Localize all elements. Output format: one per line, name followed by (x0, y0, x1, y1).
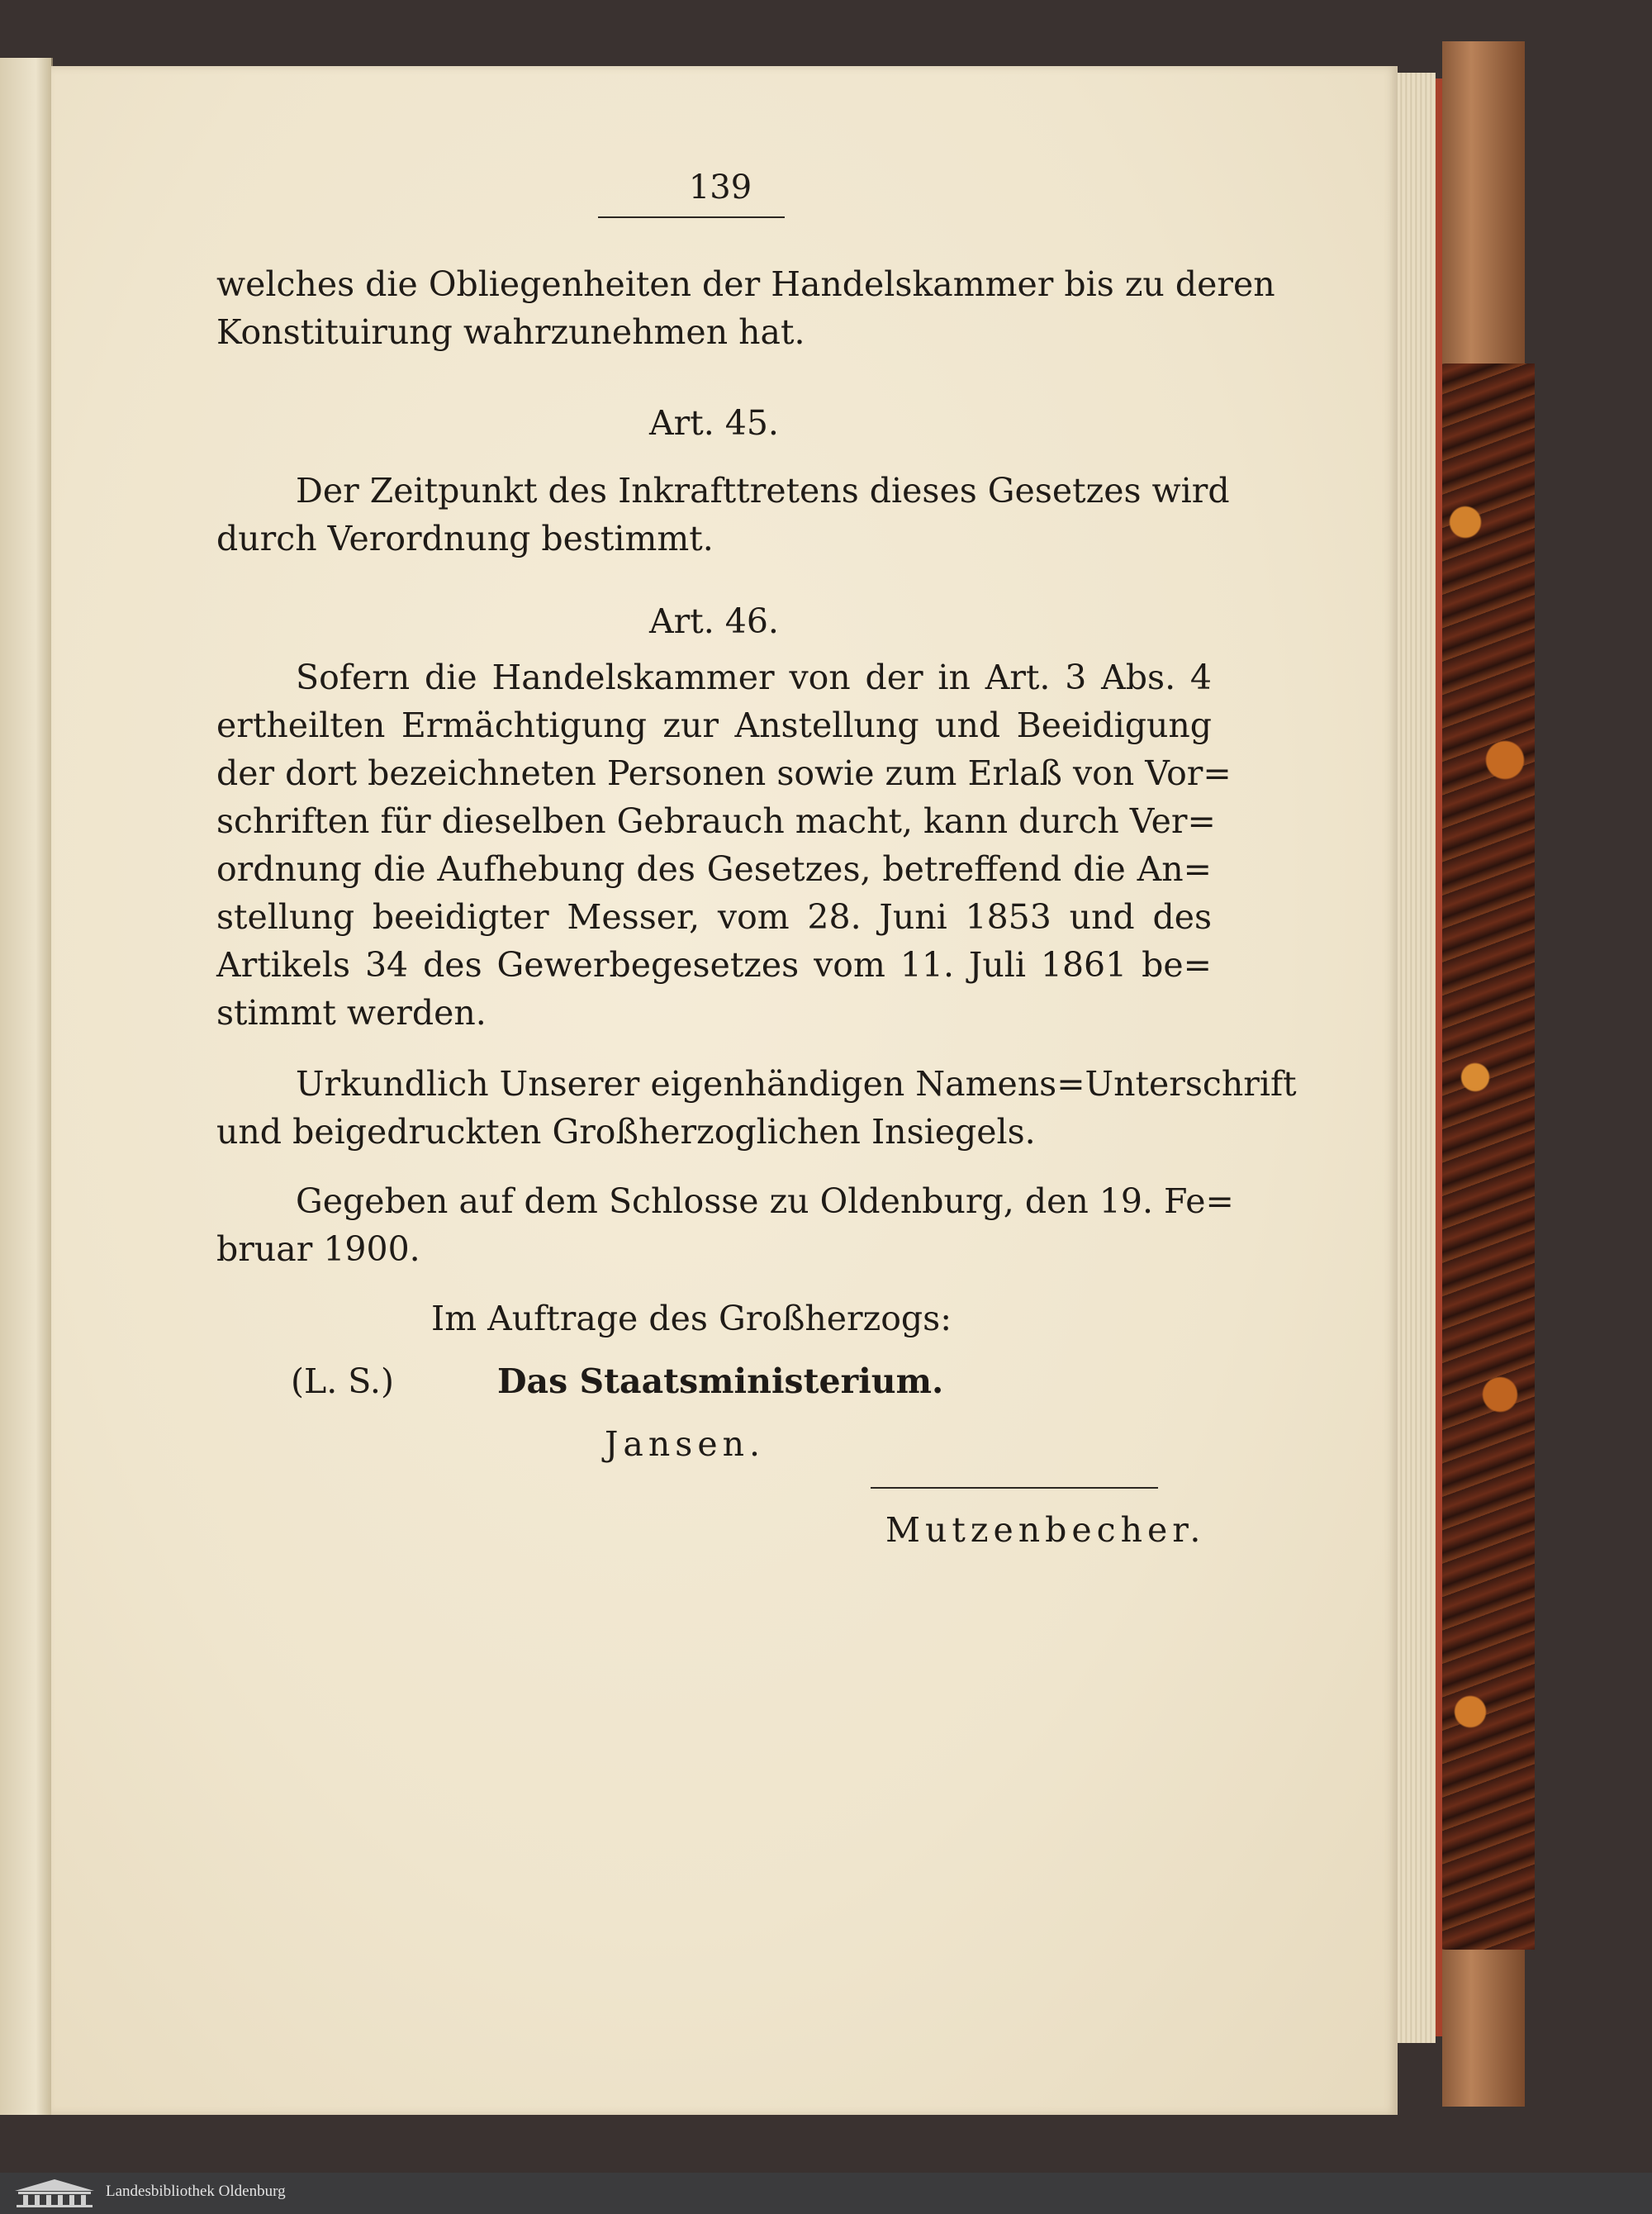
body-line: stellung beeidigter Messer, vom 28. Juni 1853 und des (216, 897, 1212, 937)
body-line: schriften für dieselben Gebrauch macht, kann durch Ver= (216, 801, 1216, 841)
body-line: durch Verordnung bestimmt. (216, 519, 714, 558)
article-heading: Art. 45. (649, 403, 779, 443)
seal-mark: (L. S.) (291, 1361, 394, 1401)
body-line: Artikels 34 des Gewerbegesetzes vom 11. Juli 1861 be= (216, 945, 1212, 985)
body-line: stimmt werden. (216, 993, 487, 1033)
body-line: ertheilten Ermächtigung zur Anstellung und Beeidigung (216, 706, 1212, 745)
body-line: ordnung die Aufhebung des Gesetzes, betreffend die An= (216, 849, 1212, 889)
body-line: Der Zeitpunkt des Inkrafttretens dieses Gesetzes wird (296, 471, 1230, 511)
library-name[interactable]: Landesbibliothek Oldenburg (106, 2183, 286, 2200)
body-line: welches die Obliegenheiten der Handelskammer bis zu deren (216, 264, 1275, 304)
page-stack-edges (1398, 73, 1436, 2043)
body-line: Sofern die Handelskammer von der in Art. 3 Abs. 4 (296, 658, 1212, 697)
signature-mandate: Im Auftrage des Großherzogs: (431, 1299, 952, 1338)
page-number-rule (598, 216, 785, 218)
signer-name: Jansen. (605, 1424, 766, 1464)
ministry-name: Das Staatsministerium. (497, 1361, 944, 1401)
viewer-footer (0, 2173, 1652, 2214)
left-page-edge (0, 58, 53, 2115)
signature-rule (871, 1487, 1158, 1489)
body-line: und beigedruckten Großherzoglichen Insiegels. (216, 1112, 1036, 1152)
book-page (51, 66, 1398, 2115)
article-heading: Art. 46. (649, 601, 779, 641)
body-line: Urkundlich Unserer eigenhändigen Namens=Unterschrift (296, 1064, 1297, 1104)
body-line: der dort bezeichneten Personen sowie zum Erlaß von Vor= (216, 753, 1232, 793)
library-building-icon (12, 2178, 97, 2209)
page-number: 139 (688, 169, 752, 207)
body-line: Gegeben auf dem Schlosse zu Oldenburg, den 19. Fe= (296, 1181, 1234, 1221)
body-line: bruar 1900. (216, 1229, 420, 1269)
signer-name: Mutzenbecher. (885, 1510, 1206, 1550)
red-page-edge (1436, 78, 1442, 2036)
marbled-cover-edge (1436, 363, 1535, 1950)
body-line: Konstituirung wahrzunehmen hat. (216, 312, 805, 352)
